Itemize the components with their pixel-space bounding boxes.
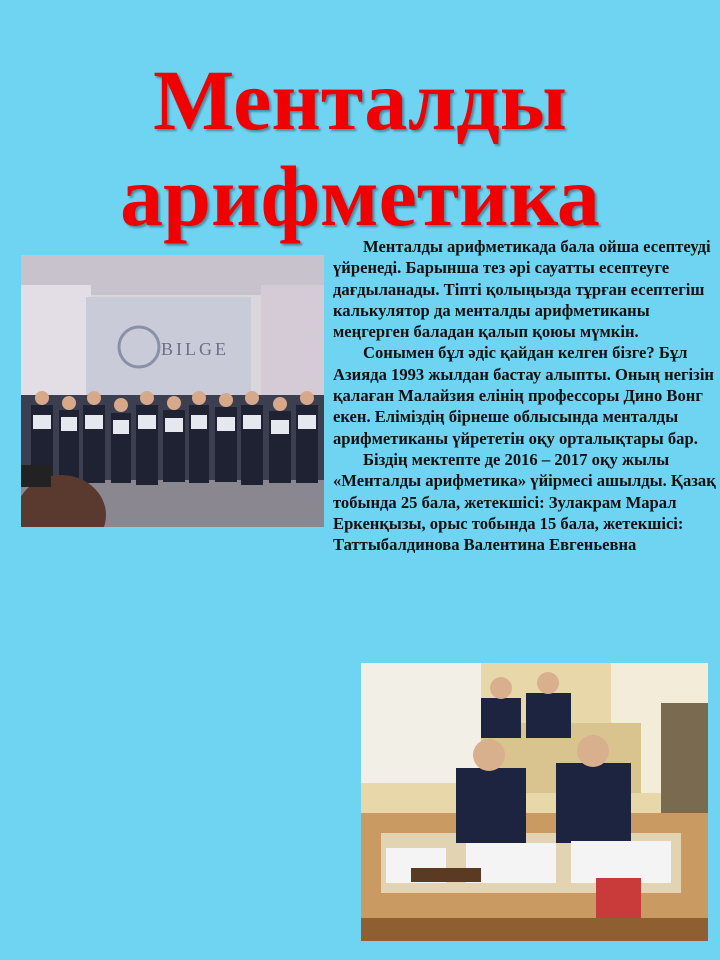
- photo-classroom: [361, 663, 708, 941]
- body-text: [333, 236, 718, 555]
- banner-text: BILGE: [161, 339, 229, 359]
- paragraph-origin: Сонымен бұл әдіс қайдан келген бізге? Бұл Азияда 1993 жылдан бастау алыпты. Оның негізін қалаған Малайзия елінің профессоры Дино Вонг екен. Еліміздің бірнеше облысында менталды арифметиканы үйрететін оқу орталықтары бар.: [333, 343, 714, 448]
- paragraph-intro: Менталды арифметикада бала ойша есептеуді үйренеді. Барынша тез әрі сауатты есептеуге дағдыланады. Тіпті қолыңызда тұрған есептегіш калькулятор да менталды арифметиканы меңгерген баладан қалып қоюы мүмкін.: [333, 237, 711, 342]
- photo-ceremony: [21, 255, 324, 527]
- title-line-2: арифметика: [120, 148, 600, 244]
- slide-title: [0, 52, 720, 244]
- paragraph-school: Біздің мектепте де 2016 – 2017 оқу жылы «Менталды арифметика» үйірмесі ашылды. Қазақ тобында 25 бала, жетекшісі: Зулакрам Марал Еркенқызы, орыс тобында 15 бала, жетекшісі: Таттыбалдинова Валентина Евгеньевна: [333, 449, 716, 555]
- title-line-1: Менталды: [153, 52, 567, 148]
